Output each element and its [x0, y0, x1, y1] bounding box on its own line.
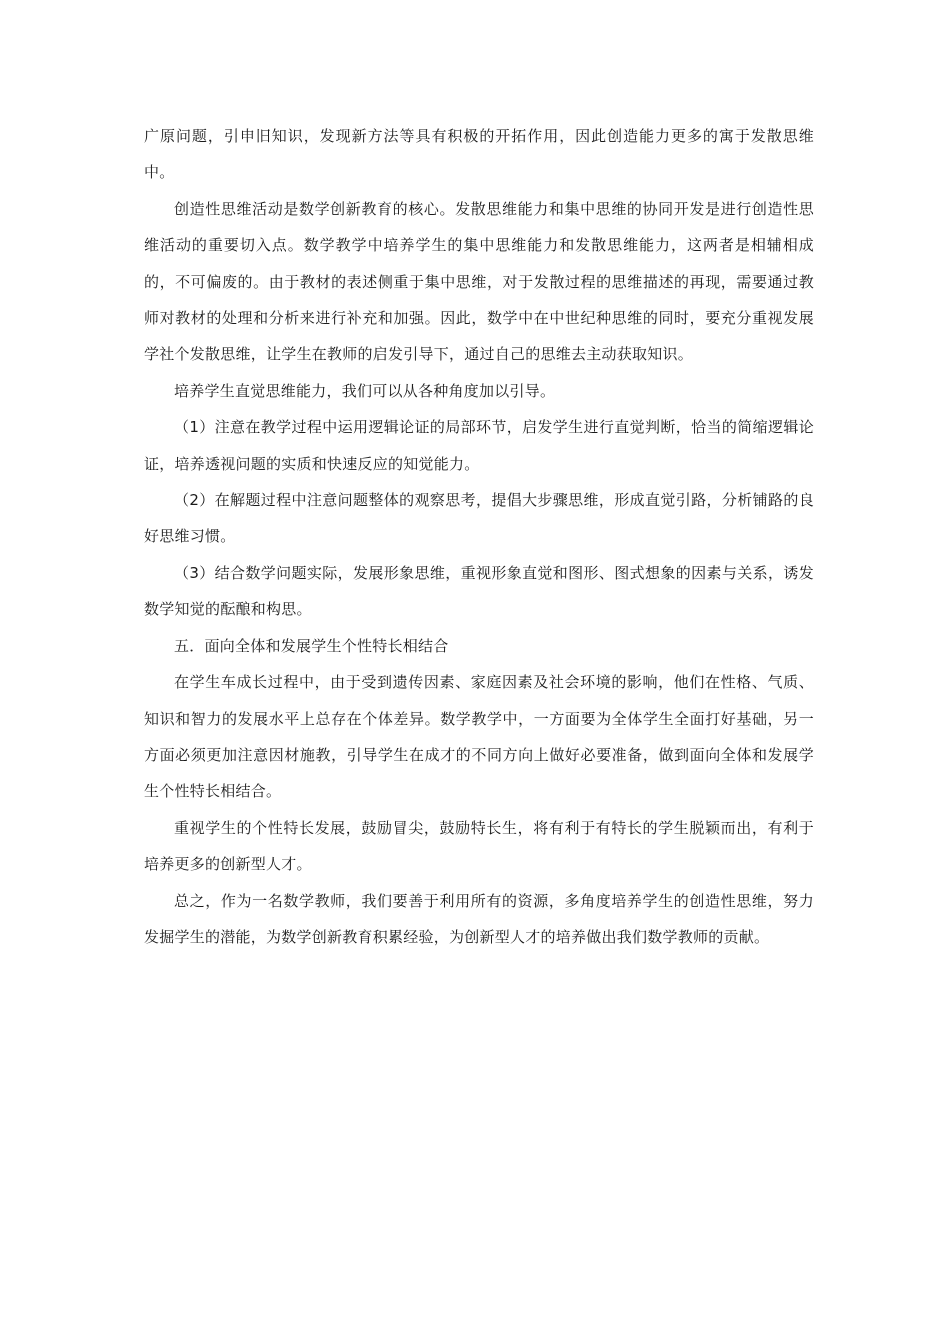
document-body [144, 118, 814, 955]
paragraph-continuation: 广原问题，引申旧知识，发现新方法等具有积极的开拓作用，因此创造能力更多的寓于发散思维中。 [144, 127, 814, 182]
list-item-3: （3）结合数学问题实际，发展形象思维，重视形象直觉和图形、图式想象的因素与关系，诱发数学知觉的酝酿和构思。 [144, 563, 814, 619]
list-item-1: （1）注意在教学过程中运用逻辑论证的局部环节，启发学生进行直觉判断，恰当的简缩逻辑论证，培养透视问题的实质和快速反应的知觉能力。 [144, 418, 814, 473]
paragraph-talent-development: 重视学生的个性特长发展，鼓励冒尖，鼓励特长生，将有利于有特长的学生脱颖而出，有利于培养更多的创新型人才。 [144, 818, 814, 874]
paragraph-individual-differences: 在学生车成长过程中，由于受到遗传因素、家庭因素及社会环境的影响，他们在性格、气质、知识和智力的发展水平上总存在个体差异。数学教学中，一方面要为全体学生全面打好基础，另一方面必须更加注意因材施教，引导学生在成才的不同方向上做好必要准备，做到面向全体和发展学生个性特长相结合。 [144, 673, 814, 801]
list-item-2: （2）在解题过程中注意问题整体的观察思考，提倡大步骤思维，形成直觉引路，分析铺路的良好思维习惯。 [144, 491, 814, 546]
paragraph-creative-thinking: 创造性思维活动是数学创新教育的核心。发散思维能力和集中思维的协同开发是进行创造性思维活动的重要切入点。数学教学中培养学生的集中思维能力和发散思维能力，这两者是相辅相成的，不可偏废的。由于教材的表述侧重于集中思维，对于发散过程的思维描述的再现，需要通过教师对教材的处理和分析来进行补充和加强。因此，数学中在中世纪种思维的同时，要充分重视发展学社个发散思维，让学生在教师的启发引导下，通过自己的思维去主动获取知识。 [144, 199, 814, 364]
section-heading-5: 五．面向全体和发展学生个性特长相结合 [174, 636, 449, 655]
paragraph-conclusion: 总之，作为一名数学教师，我们要善于利用所有的资源，多角度培养学生的创造性思维，努力发掘学生的潜能，为数学创新教育积累经验，为创新型人才的培养做出我们数学教师的贡献。 [144, 891, 814, 946]
paragraph-intuitive-thinking: 培养学生直觉思维能力，我们可以从各种角度加以引导。 [174, 381, 556, 400]
